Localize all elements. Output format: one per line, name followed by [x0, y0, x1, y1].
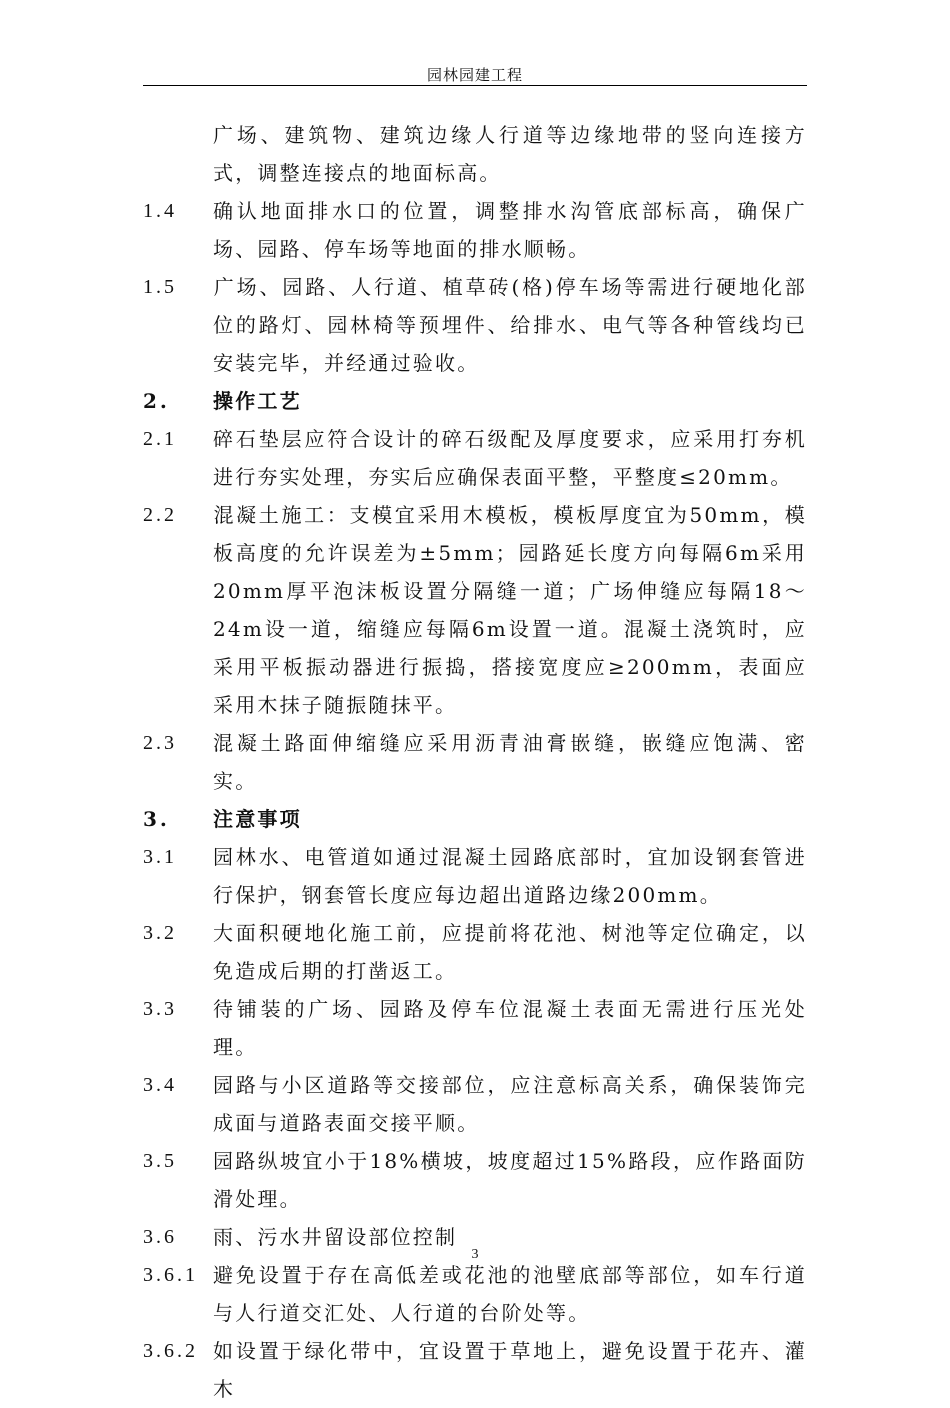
item-3-6-2	[143, 1332, 807, 1408]
paragraph-continuation	[143, 116, 807, 192]
section-heading-3	[143, 800, 807, 838]
paragraph-text: 避免设置于存在高低差或花池的池壁底部等部位，如车行道与人行道交汇处、人行道的台阶处等。	[213, 1263, 807, 1325]
item-number: 3.6.2	[143, 1340, 198, 1362]
section-title: 注意事项	[213, 807, 302, 831]
paragraph-text: 雨、污水井留设部位控制	[213, 1225, 458, 1249]
paragraph-text: 广场、建筑物、建筑边缘人行道等边缘地带的竖向连接方式，调整连接点的地面标高。	[213, 123, 807, 185]
page-number: 3	[471, 1247, 479, 1262]
paragraph-text: 园路纵坡宜小于18%横坡，坡度超过15%路段，应作路面防滑处理。	[213, 1149, 807, 1211]
section-title: 操作工艺	[213, 389, 302, 413]
item-number: 2.2	[143, 504, 177, 526]
item-1-5	[143, 268, 807, 382]
item-number: 1.5	[143, 276, 177, 298]
item-number: 3.4	[143, 1074, 177, 1096]
item-number: 3.1	[143, 846, 177, 868]
item-3-4	[143, 1066, 807, 1142]
item-3-3	[143, 990, 807, 1066]
item-2-1	[143, 420, 807, 496]
paragraph-text: 确认地面排水口的位置，调整排水沟管底部标高，确保广场、园路、停车场等地面的排水顺畅。	[213, 199, 807, 261]
paragraph-text: 园林水、电管道如通过混凝土园路底部时，宜加设钢套管进行保护，钢套管长度应每边超出道路边缘200mm。	[213, 845, 807, 907]
paragraph-text: 园路与小区道路等交接部位，应注意标高关系，确保装饰完成面与道路表面交接平顺。	[213, 1073, 807, 1135]
item-3-6-1	[143, 1256, 807, 1332]
item-number: 2.1	[143, 428, 177, 450]
paragraph-text: 混凝土施工：支模宜采用木模板，模板厚度宜为50mm，模板高度的允许误差为±5mm；园路延长度方向每隔6m采用20mm厚平泡沫板设置分隔缝一道；广场伸缝应每隔18～24m设一道，缩缝应每隔6m设置一道。混凝土浇筑时，应采用平板振动器进行振捣，搭接宽度应≥200mm，表面应采用木抹子随振随抹平。	[213, 503, 807, 717]
item-number: 3.2	[143, 922, 177, 944]
section-heading-2	[143, 382, 807, 420]
item-2-3	[143, 724, 807, 800]
paragraph-text: 混凝土路面伸缩缝应采用沥青油膏嵌缝，嵌缝应饱满、密实。	[213, 731, 807, 793]
document-body	[143, 116, 807, 1408]
item-number: 2.3	[143, 732, 177, 754]
paragraph-text: 大面积硬地化施工前，应提前将花池、树池等定位确定，以免造成后期的打凿返工。	[213, 921, 807, 983]
item-number: 3.6	[143, 1226, 177, 1248]
paragraph-text: 广场、园路、人行道、植草砖(格)停车场等需进行硬地化部位的路灯、园林椅等预埋件、给排水、电气等各种管线均已安装完毕，并经通过验收。	[213, 275, 807, 375]
header-rule	[143, 85, 807, 86]
item-3-1	[143, 838, 807, 914]
item-number: 3.5	[143, 1150, 177, 1172]
section-number: 2.	[143, 389, 170, 413]
paragraph-text: 待铺装的广场、园路及停车位混凝土表面无需进行压光处理。	[213, 997, 807, 1059]
item-number: 3.6.1	[143, 1264, 198, 1286]
item-1-4	[143, 192, 807, 268]
item-number: 1.4	[143, 200, 177, 222]
item-2-2	[143, 496, 807, 724]
item-3-5	[143, 1142, 807, 1218]
running-header: 园林园建工程	[426, 66, 523, 84]
item-number: 3.3	[143, 998, 177, 1020]
section-number: 3.	[143, 807, 170, 831]
paragraph-text: 如设置于绿化带中，宜设置于草地上，避免设置于花卉、灌木	[213, 1339, 807, 1401]
paragraph-text: 碎石垫层应符合设计的碎石级配及厚度要求，应采用打夯机进行夯实处理，夯实后应确保表面平整，平整度≤20mm。	[213, 427, 807, 489]
item-3-2	[143, 914, 807, 990]
